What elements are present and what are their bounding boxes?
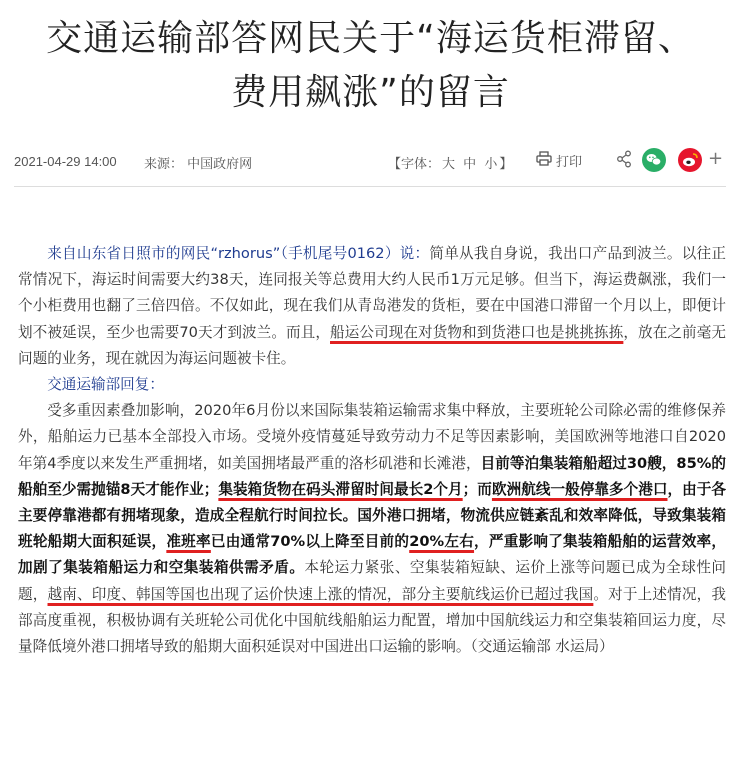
reply-bold-4: 已由通常70%以上降至目前的 (210, 533, 410, 551)
print-icon (536, 151, 552, 170)
title-line-2: 费用飙涨”的留言 (231, 72, 510, 113)
share-icon[interactable] (616, 150, 632, 172)
question-text-1: 简单从我自身说，我出口产品到波兰。以往正常情况下，海运时间需要大约38天，连同报关等总费用大约人民币1万元足够。但当下，海运费飙涨，我们一个小柜费用也翻了三倍四倍。不仅如此，现在我们从青岛港发的货柜，要在中国港口滞留一个月以上，即便计划不被延误，至少也需要70天才到波兰。而且， (18, 245, 726, 341)
font-large-button[interactable]: 大 (442, 157, 456, 172)
article-meta-bar (14, 146, 726, 178)
font-size-label: 【字体： (388, 157, 441, 172)
reply-text-3: 。对于上述情况，我部高度重视，积极协调有关班轮公司优化中国航线船舶运力配置，增加中国航线运力和空集装箱回运力度，尽量降低境外港口拥堵导致的船期大面积延误对中国进出口运输的影响。（交通运输部 水运局） (18, 585, 726, 656)
font-size-controls (388, 153, 512, 172)
reply-bold-1: 目前等泊集装箱船超过30艘，85%的船舶至少需抛锚8天才能作业； (18, 454, 726, 498)
reply-bold-2: ；而 (462, 480, 492, 498)
reply-highlight-4: 20%左右 (409, 533, 475, 551)
question-highlight: 船运公司现在对货物和到货港口也是挑挑拣拣 (330, 323, 624, 341)
asker-label: 来自山东省日照市的网民“rzhorus”（手机尾号0162）说： (47, 245, 430, 262)
font-medium-button[interactable]: 中 (463, 157, 477, 172)
reply-bold-5: ，严重影响了集装箱船舶的运营效率，加剧了集装箱船运力和空集装箱供需矛盾。 (18, 533, 726, 577)
question-text-3: ，放在之前毫无问题的业务，现在就因为海运问题被卡住。 (18, 323, 726, 367)
article-title (0, 12, 741, 120)
reply-bold-3: ，由于各主要停靠港都有拥堵现象，造成全程航行时间拉长。国外港口拥堵，物流供应链紊乱和效率降低，导致集装箱班轮船期大面积延误， (18, 480, 726, 551)
reply-label: 交通运输部回复： (47, 376, 164, 394)
reply-highlight-2: 欧洲航线一般停靠多个港口 (491, 480, 668, 498)
publish-date: 2021-04-29 14:00 (14, 154, 117, 169)
print-button[interactable] (536, 151, 582, 170)
reply-text-2: 本轮运力紧张、空集装箱短缺、运价上涨等问题已成为全球性问题， (18, 559, 726, 603)
wechat-icon[interactable] (642, 148, 666, 176)
article-body (18, 241, 726, 660)
title-line-1: 交通运输部答网民关于“海运货柜滞留、 (46, 18, 695, 59)
font-size-end: 】 (499, 157, 513, 172)
reply-text-1: 受多重因素叠加影响，2020年6月份以来国际集装箱运输需求集中释放，主要班轮公司除必需的维修保养外，船舶运力已基本全部投入市场。受境外疫情蔓延导致劳动力不足等因素影响，美国欧洲等地港口自2020年第4季度以来发生严重拥堵，如美国拥堵最严重的洛杉矶港和长滩港， (18, 402, 726, 472)
font-small-button[interactable]: 小 (484, 157, 498, 172)
reply-highlight-1: 集装箱货物在码头滞留时间最长2个月 (218, 480, 463, 498)
reply-paragraph (18, 398, 726, 660)
print-label: 打印 (556, 155, 583, 170)
more-share-button[interactable]: + (708, 148, 724, 169)
source-label: 来源： 中国政府网 (144, 157, 253, 172)
reply-label-paragraph (18, 372, 726, 398)
reply-highlight-5: 越南、印度、韩国等国也出现了运价快速上涨的情况，部分主要航线运价已超过我国 (47, 585, 594, 603)
meta-divider (14, 186, 726, 187)
reply-highlight-3: 准班率 (166, 533, 211, 551)
weibo-icon[interactable] (678, 148, 702, 176)
question-paragraph (18, 241, 726, 372)
